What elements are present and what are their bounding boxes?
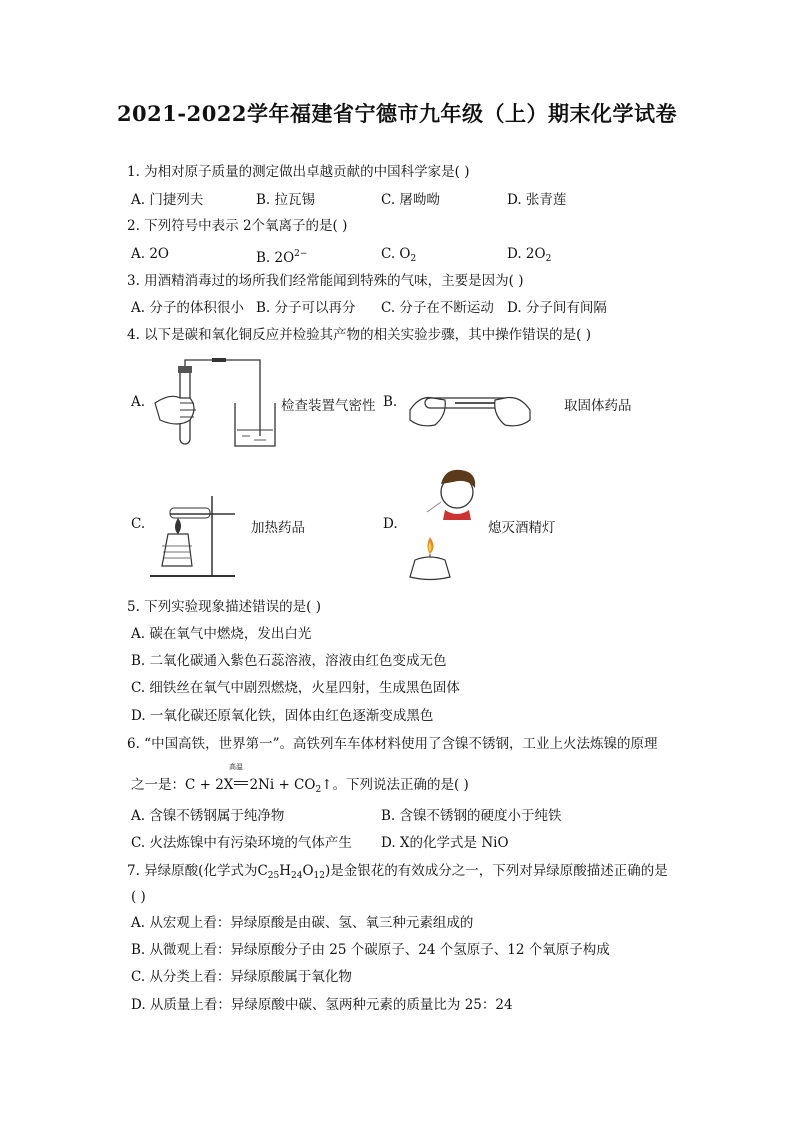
q4-option-a-text: 检查装置气密性 — [281, 398, 376, 414]
q6-option-c: C. 火法炼镍中有污染环境的气体产生 — [131, 835, 352, 851]
q4-option-b-letter: B. — [383, 394, 398, 410]
q4-option-a-letter: A. — [131, 394, 146, 410]
q3-option-d: D. 分子间有间隔 — [507, 300, 607, 316]
q6-option-a: A. 含镍不锈钢属于纯净物 — [131, 808, 285, 824]
take-solid-figure — [405, 370, 535, 440]
q1-option-c: C. 屠呦呦 — [381, 192, 440, 208]
q1-option-a: A. 门捷列夫 — [131, 192, 204, 208]
q7-option-a: A. 从宏观上看：异绿原酸是由碳、氢、氧三种元素组成的 — [131, 915, 474, 931]
extinguish-lamp-figure — [405, 462, 485, 582]
q1-option-b: B. 拉瓦锡 — [256, 192, 316, 208]
question-5-stem: 5. 下列实验现象描述错误的是( ) — [127, 599, 321, 615]
q2-option-a: A. 2O — [131, 246, 169, 262]
airtightness-check-figure — [150, 358, 280, 453]
question-1-stem: 1. 为相对原子质量的测定做出卓越贡献的中国科学家是( ) — [127, 164, 470, 180]
q5-option-c: C. 细铁丝在氧气中剧烈燃烧，火星四射，生成黑色固体 — [131, 680, 460, 696]
question-6-stem-line1: 6. “中国高铁，世界第一”。高铁列车车体材料使用了含镍不锈钢，工业上火法炼镍的原理 — [127, 736, 658, 752]
q4-option-c-letter: C. — [131, 516, 146, 532]
q6-option-d: D. X的化学式是 NiO — [381, 835, 509, 851]
q7-option-b: B. 从微观上看：异绿原酸分子由 25 个碳原子、24 个氢原子、12 个氧原子构成 — [131, 942, 610, 958]
question-6-equation: 之一是：C + 2X $2Ni + CO_2↑$。下列说法正确的是( ) — [131, 777, 469, 795]
q4-option-c-text: 加热药品 — [251, 520, 305, 536]
question-7-stem: 7. 异绿原酸(化学式为$C_{25}H_{24}O_{12}$)是金银花的有效成分之一，下列对异绿原酸描述正确的是 — [127, 863, 668, 881]
q3-option-a: A. 分子的体积很小 — [131, 300, 244, 316]
question-7-stem-line2: ( ) — [131, 889, 146, 905]
heating-figure — [150, 486, 250, 581]
q5-option-d: D. 一氧化碳还原氧化铁，固体由红色逐渐变成黑色 — [131, 708, 434, 724]
q4-option-d-letter: D. — [383, 516, 398, 532]
reaction-condition: 高温 — [229, 763, 243, 771]
q5-option-a: A. 碳在氧气中燃烧，发出白光 — [131, 626, 312, 642]
q6-option-b: B. 含镍不锈钢的硬度小于纯铁 — [381, 808, 562, 824]
question-2-stem: 2. 下列符号中表示 2个氧离子的是( ) — [127, 218, 348, 234]
q2-option-d: D. $2O_2$ — [507, 246, 552, 264]
q2-option-b: B. $2O^{2-}$ — [256, 249, 308, 266]
q4-option-b-text: 取固体药品 — [564, 398, 632, 414]
q4-option-d-text: 熄灭酒精灯 — [488, 520, 556, 536]
page-title: 2021-2022学年福建省宁德市九年级（上）期末化学试卷 — [116, 101, 678, 126]
q2-option-c: C. $O_2$ — [381, 246, 417, 264]
q3-option-c: C. 分子在不断运动 — [381, 300, 494, 316]
q5-option-b: B. 二氧化碳通入紫色石蕊溶液，溶液由红色变成无色 — [131, 653, 447, 669]
q1-option-d: D. 张青莲 — [507, 192, 567, 208]
question-4-stem: 4. 以下是碳和氧化铜反应并检验其产物的相关实验步骤，其中操作错误的是( ) — [127, 327, 591, 343]
question-3-stem: 3. 用酒精消毒过的场所我们经常能闻到特殊的气味，主要是因为( ) — [127, 273, 524, 289]
q7-option-d: D. 从质量上看：异绿原酸中碳、氢两种元素的质量比为 25：24 — [131, 997, 513, 1013]
q3-option-b: B. 分子可以再分 — [256, 300, 356, 316]
q7-option-c: C. 从分类上看：异绿原酸属于氧化物 — [131, 969, 352, 985]
